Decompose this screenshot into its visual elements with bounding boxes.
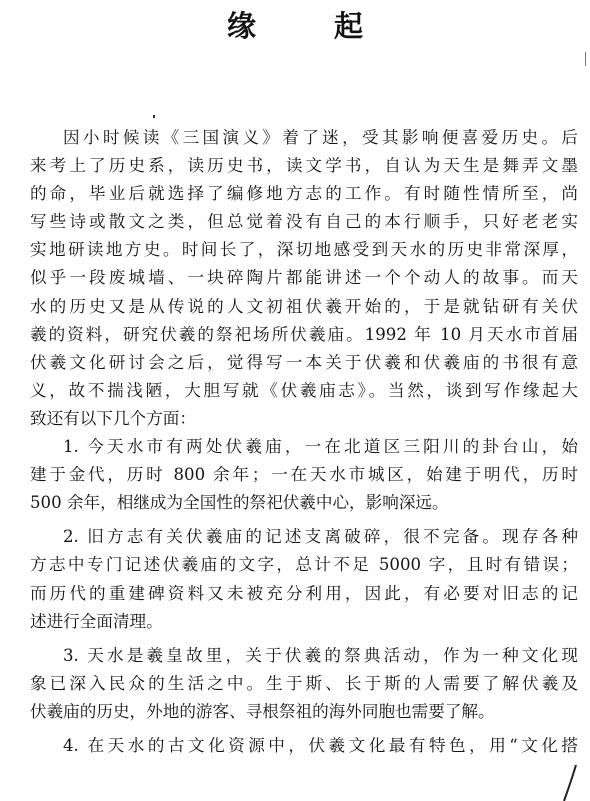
pen-mark: [560, 765, 580, 801]
text-line: 水的历史又是从传说的人文初祖伏羲开始的，于是就钻研有关伏: [30, 296, 578, 316]
text-line: 象已深入民众的生活之中。生于斯、长于斯的人需要了解伏羲及: [30, 673, 578, 693]
page-title: 缘 起: [226, 9, 398, 43]
text-line: 伏羲庙的历史，外地的游客、寻根祭祖的海外同胞也需要了解。: [30, 701, 495, 721]
text-line: 似乎一段废城墙、一块碎陶片都能讲述一个个动人的故事。而天: [30, 268, 578, 288]
text-line: 来考上了历史系，读历史书，读文学书，自认为天生是舞弄文墨: [30, 156, 578, 176]
text-line: 述进行全面清理。: [30, 611, 163, 631]
text-line: 致还有以下几个方面：: [30, 408, 196, 428]
text-line: 写些诗或散文之类，但总觉着没有自己的本行顺手，只好老老实: [30, 212, 578, 232]
text-line: 羲的资料，研究伏羲的祭祀场所伏羲庙。1992 年 10 月天水市首届: [30, 324, 578, 344]
text-line: 2. 旧方志有关伏羲庙的记述支离破碎，很不完备。现存各种: [63, 527, 578, 547]
scan-speck: [153, 115, 155, 118]
text-line: 因小时候读《三国演义》着了迷，受其影响便喜爱历史。后: [63, 128, 578, 147]
text-line: 4. 在天水的古文化资源中，伏羲文化最有特色，用“文化搭: [63, 735, 578, 755]
text-line: 伏羲文化研讨会之后，觉得写一本关于伏羲和伏羲庙的书很有意: [30, 352, 578, 372]
text-line: 方志中专门记述伏羲庙的文字，总计不足 5000 字，且时有错误；: [30, 555, 578, 575]
text-line: 1. 今天水市有两处伏羲庙，一在北道区三阳川的卦台山，始: [63, 437, 578, 457]
text-line: 实地研读地方史。时间长了，深切地感受到天水的历史非常深厚，: [30, 240, 578, 260]
text-line: 而历代的重建碑资料又未被充分利用，因此，有必要对旧志的记: [30, 583, 578, 603]
body-text: [30, 124, 578, 760]
text-line: 义，故不揣浅陋，大胆写就《伏羲庙志》。当然，谈到写作缘起大: [30, 380, 578, 400]
text-line: 建于金代，历时 800 余年；一在天水市城区，始建于明代，历时: [30, 465, 578, 485]
scan-speck: [585, 52, 586, 66]
text-line: 500 余年，相继成为全国性的祭祀伏羲中心，影响深远。: [30, 493, 449, 513]
text-line: 的命，毕业后就选择了编修地方志的工作。有时随性情所至，尚: [30, 184, 578, 204]
text-line: 3. 天水是羲皇故里，关于伏羲的祭典活动，作为一种文化现: [63, 645, 578, 665]
